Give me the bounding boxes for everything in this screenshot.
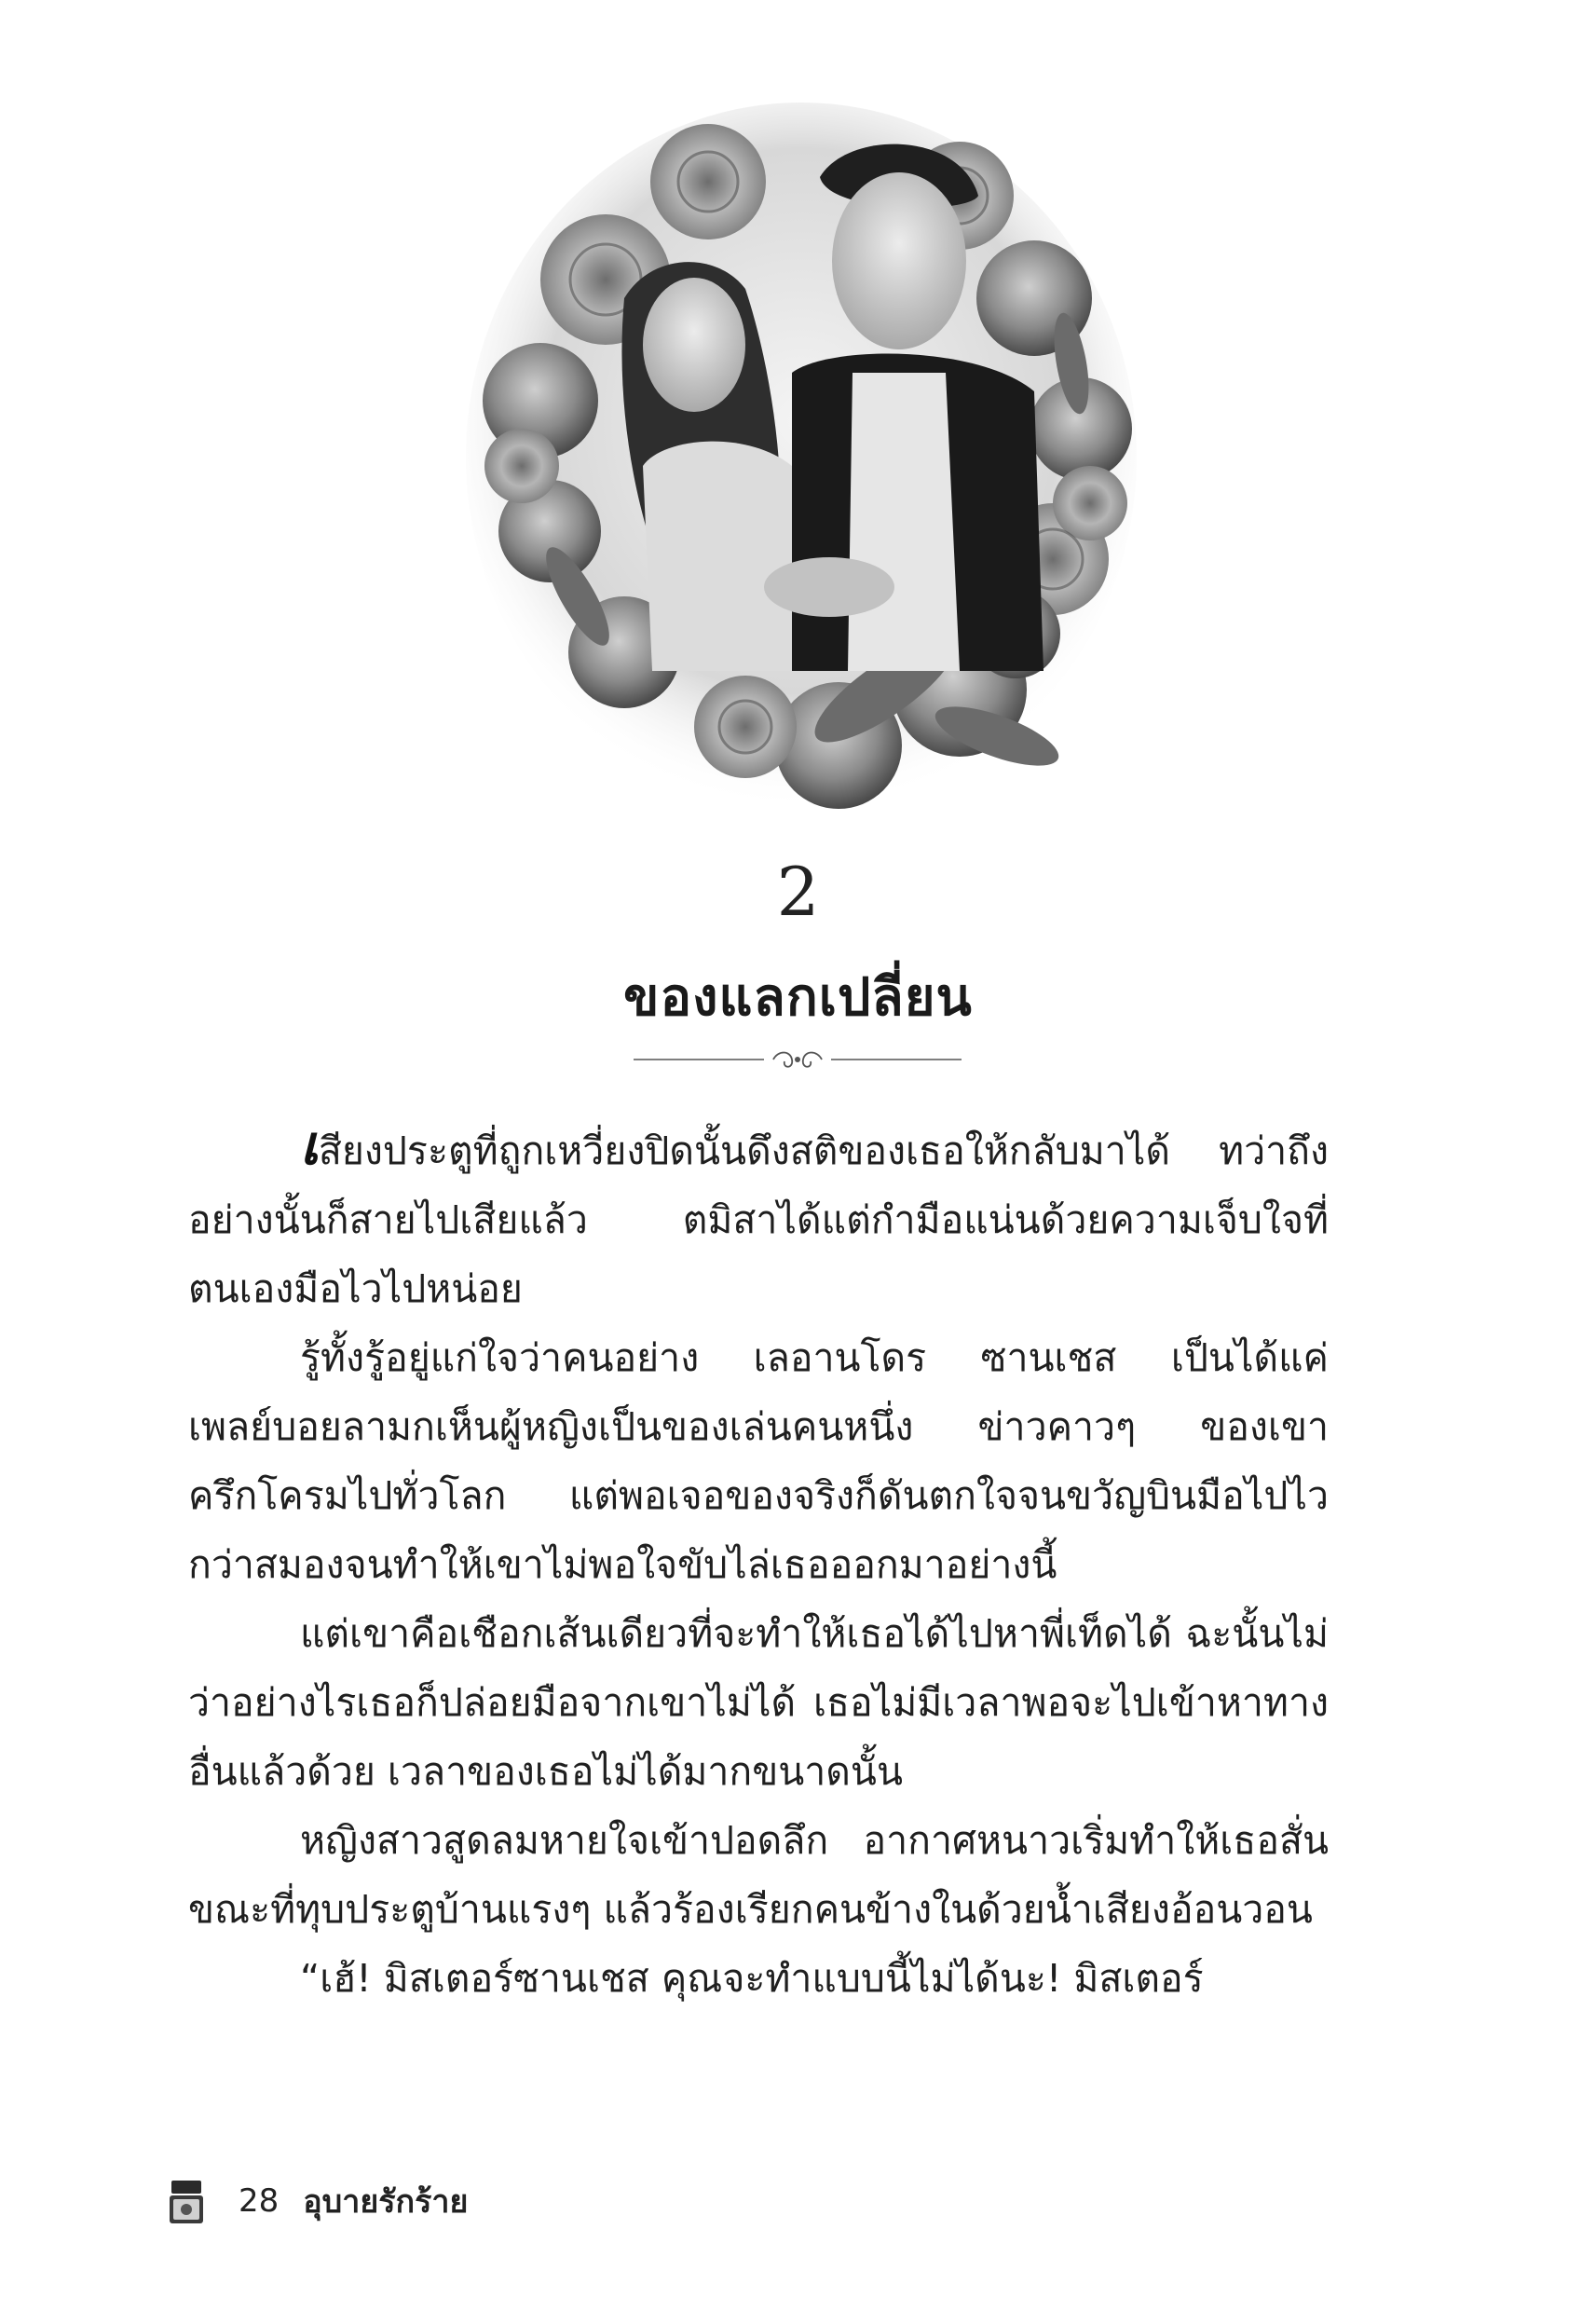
book-title: อุบายรักร้าย xyxy=(303,2183,469,2221)
chapter-number: 2 xyxy=(776,853,820,931)
page-footer xyxy=(168,2173,468,2229)
drop-cap: เ xyxy=(300,1114,319,1177)
paragraph-5: “เฮ้! มิสเตอร์ซานเชส คุณจะทำแบบนี้ไม่ได้นะ! มิสเตอร์ xyxy=(300,1956,1204,2001)
gift-box-icon xyxy=(168,2175,205,2227)
paragraph-3: แต่เขาคือเชือกเส้นเดียวที่จะทำให้เธอได้ไปหาพี่เท็ดได้ ฉะนั้นไม่ว่าอย่างไรเธอก็ปล่อยมือจากเขาไม่ได้ เธอไม่มีเวลาพอจะไปเข้าหาทางอื่นแล้วด้วย เวลาของเธอไม่ได้มากขนาดนั้น xyxy=(188,1611,1329,1794)
chapter-illustration xyxy=(438,93,1165,829)
paragraph-1: เสียงประตูที่ถูกเหวี่ยงปิดนั้นดึงสติของเธอให้กลับมาได้ ทว่าถึงอย่างนั้นก็สายไปเสียแล้ว ตมิสาได้แต่กำมือแน่นด้วยความเจ็บใจที่ตนเองมือไวไปหน่อย xyxy=(188,1114,1329,1311)
page-number: 28 xyxy=(239,2182,280,2220)
floral-wreath-couple-illustration xyxy=(438,93,1165,829)
paragraph-4: หญิงสาวสูดลมหายใจเข้าปอดลึก อากาศหนาวเริ่มทำให้เธอสั่นขณะที่ทุบประตูบ้านแรงๆ แล้วร้องเรียกคนข้างในด้วยน้ำเสียงอ้อนวอน xyxy=(188,1818,1329,1932)
ornament-divider xyxy=(634,1046,962,1073)
chapter-body xyxy=(188,1111,1329,2013)
chapter-title: ของแลกเปลี่ยน xyxy=(623,966,973,1028)
paragraph-2: รู้ทั้งรู้อยู่แก่ใจว่าคนอย่าง เลอานโดร ซานเชส เป็นได้แค่เพลย์บอยลามกเห็นผู้หญิงเป็นของเล่นคนหนึ่ง ข่าวคาวๆ ของเขาครึกโครมไปทั่วโลก แต่พอเจอของจริงก็ดันตกใจจนขวัญบินมือไปไวกว่าสมองจนทำให้เขาไม่พอใจขับไล่เธอออกมาอย่างนี้ xyxy=(188,1335,1329,1587)
